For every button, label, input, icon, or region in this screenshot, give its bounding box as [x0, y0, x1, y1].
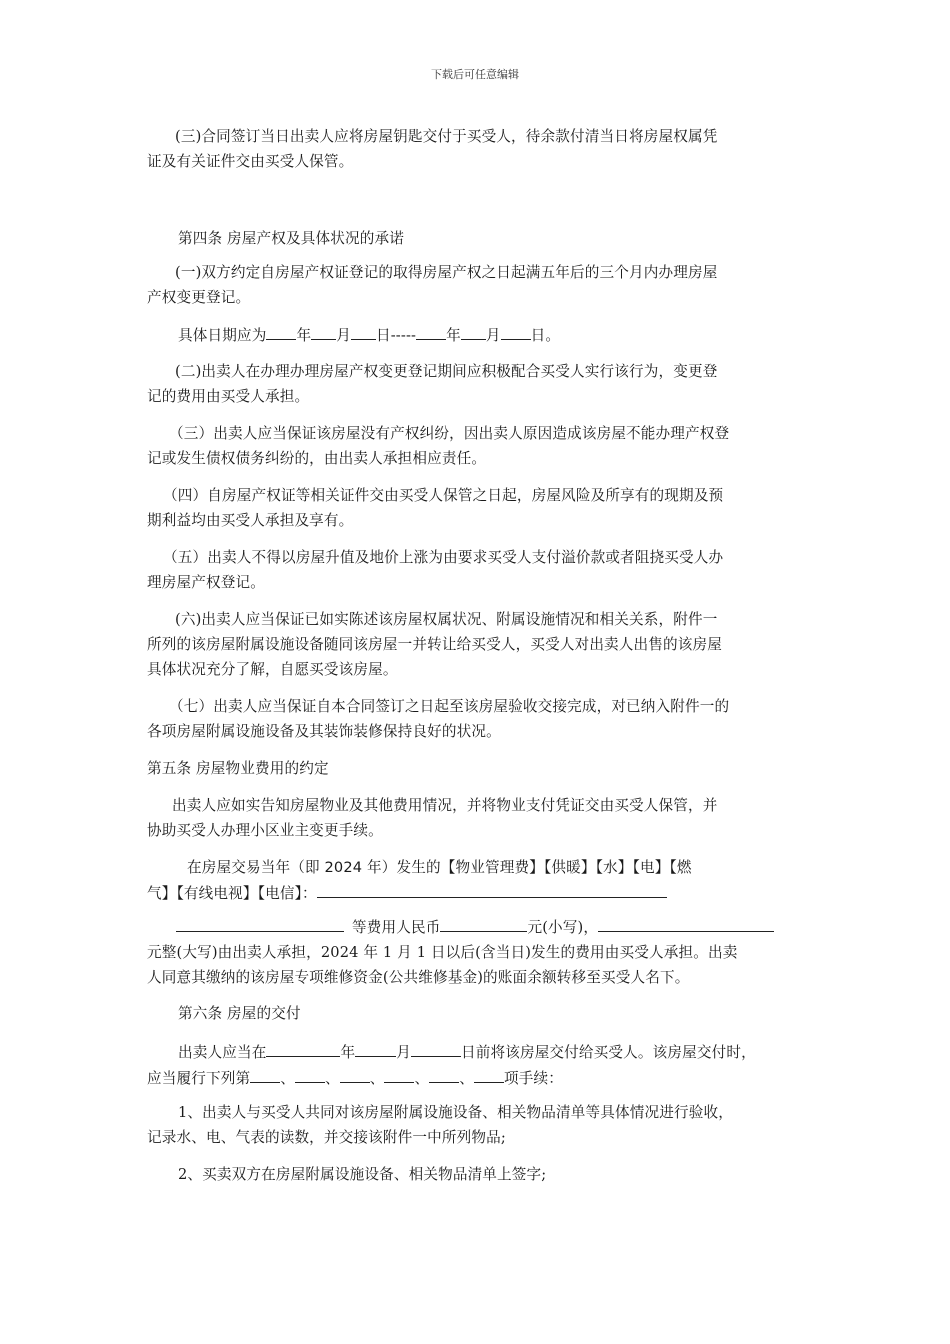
blank-delivery-month: [355, 1039, 396, 1057]
page-header: 下载后可任意编辑: [431, 68, 519, 81]
article-4-title: 第四条 房屋产权及具体状况的承诺: [178, 230, 404, 247]
blank-day-2: [501, 322, 531, 340]
article-5-paragraph-1: 出卖人应如实告知房屋物业及其他费用情况，并将物业支付凭证交由买受人保管，并 协助买受人办理小区业主变更手续。: [147, 797, 718, 839]
blank-month-2: [461, 322, 486, 340]
article-4-clause-5: （五）出卖人不得以房屋升值及地价上涨为由要求买受人支付溢价款或者阻挠买受人办 理房屋产权登记。: [147, 549, 724, 591]
article-6-title: 第六条 房屋的交付: [178, 1005, 301, 1022]
blank-amount-small: [440, 914, 527, 932]
blank-delivery-day: [411, 1039, 461, 1057]
blank-day-1: [351, 322, 376, 340]
blank-month-1: [311, 322, 336, 340]
blank-amount-large: [598, 914, 774, 932]
date-line: 具体日期应为 年 月 日----- 年 月 日。: [147, 322, 807, 348]
article-4-clause-3: （三）出卖人应当保证该房屋没有产权纠纷，因出卖人原因造成该房屋不能办理产权登 记或发生债权债务纠纷的，由出卖人承担相应责任。: [147, 425, 730, 467]
article-4-clause-1: (一)双方约定自房屋产权证登记的取得房屋产权之日起满五年后的三个月内办理房屋 产权变更登记。: [147, 264, 718, 306]
paragraph-3: (三)合同签订当日出卖人应将房屋钥匙交付于买受人，待余款付清当日将房屋权属凭 证及有关证件交由买受人保管。: [147, 128, 718, 170]
blank-fee-items: [317, 880, 667, 898]
article-5-fee-items: 在房屋交易当年（即 2024 年）发生的【物业管理费】【供暖】【水】【电】【燃 气】【有线电视】【电信】：: [147, 859, 692, 902]
blank-year-2: [416, 322, 446, 340]
article-4-clause-4: （四）自房屋产权证等相关证件交由买受人保管之日起，房屋风险及所享有的现期及预 期利益均由买受人承担及享有。: [147, 487, 724, 529]
blank-fee-detail: [176, 914, 344, 932]
article-5-fee-amount: 等费用人民币 元(小写)， 元整(大写)由出卖人承担，2024 年 1 月 1 日以后(含当日)发生的费用由买受人承担。出卖 人同意其缴纳的该房屋专项维修资金(公共维修基金)的账面余额转移至买受人名下。: [147, 914, 807, 990]
article-4-clause-6: (六)出卖人应当保证已如实陈述该房屋权属状况、附属设施情况和相关关系，附件一 所列的该房屋附属设施设备随同该房屋一并转让给买受人，买受人对出卖人出售的该房屋 具体状况充分了解，自愿买受该房屋。: [147, 611, 723, 678]
article-6-paragraph-1: 出卖人应当在 年 月 日前将该房屋交付给买受人。该房屋交付时， 应当履行下列第 、 、 、 、 、 项手续：: [147, 1039, 807, 1091]
article-6-item-1: 1、出卖人与买受人共同对该房屋附属设施设备、相关物品清单等具体情况进行验收， 记录水、电、气表的读数，并交接该附件一中所列物品;: [147, 1104, 733, 1146]
article-4-clause-2: (二)出卖人在办理办理房屋产权变更登记期间应积极配合买受人实行该行为，变更登 记的费用由买受人承担。: [147, 363, 718, 405]
article-4-clause-7: （七）出卖人应当保证自本合同签订之日起至该房屋验收交接完成，对已纳入附件一的 各项房屋附属设施设备及其装饰装修保持良好的状况。: [147, 698, 730, 740]
article-5-title: 第五条 房屋物业费用的约定: [147, 760, 329, 777]
blank-year-1: [266, 322, 296, 340]
article-6-item-2: 2、买卖双方在房屋附属设施设备、相关物品清单上签字;: [178, 1166, 547, 1183]
blank-delivery-year: [266, 1039, 340, 1057]
